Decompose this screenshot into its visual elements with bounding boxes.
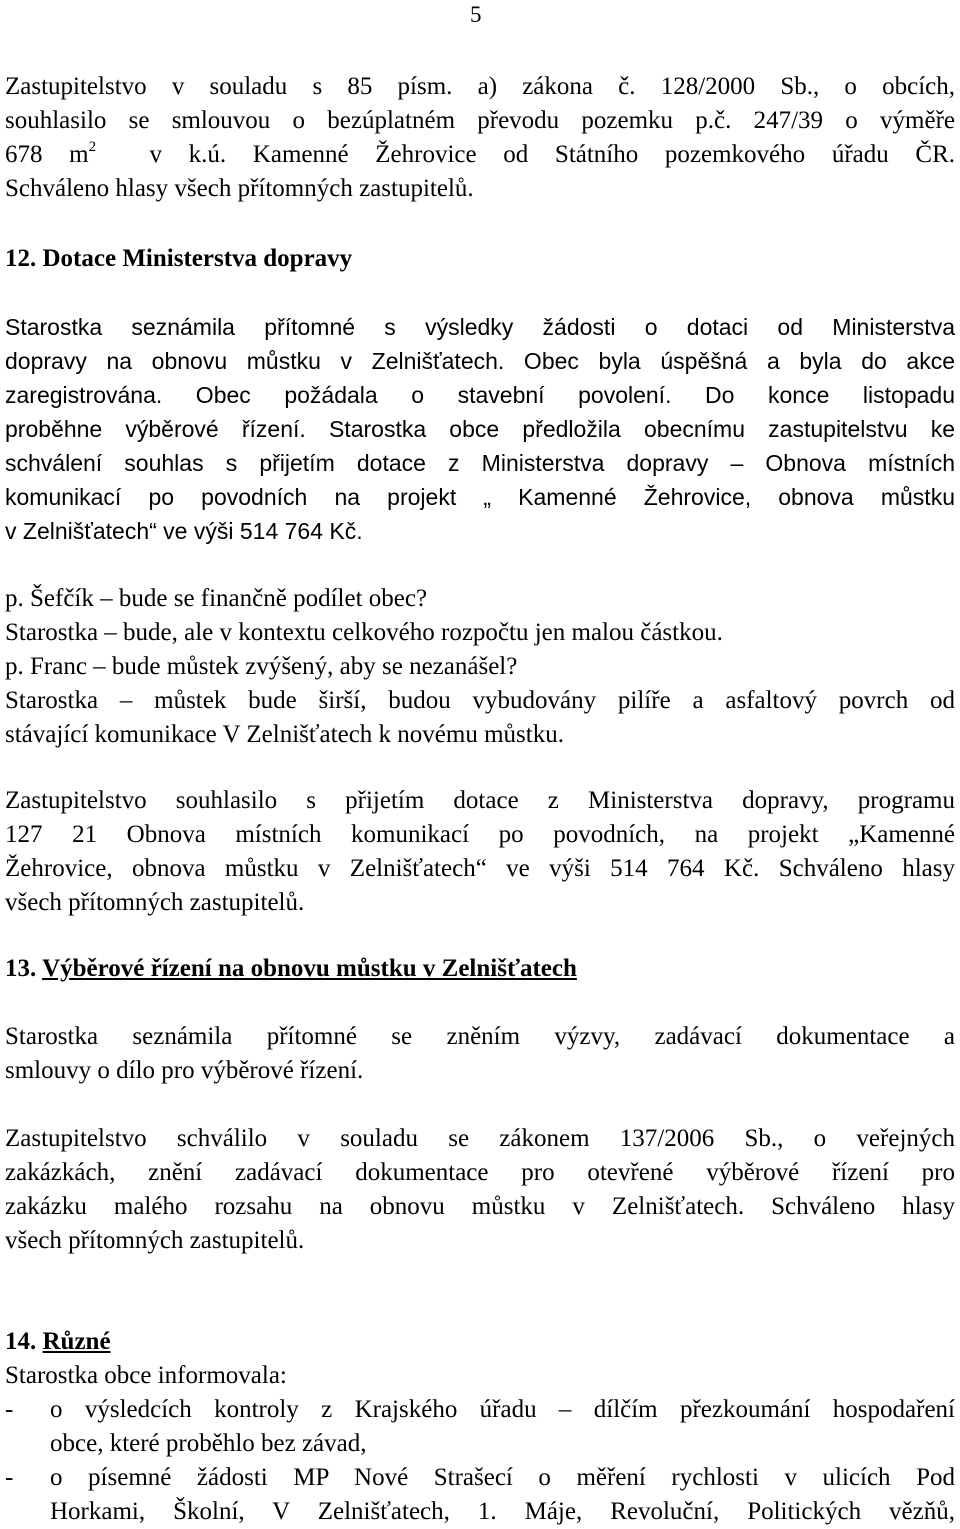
text-line: zaregistrována. Obec požádala o stavební povolení. Do konce listopadu	[5, 382, 955, 408]
section-heading-13	[5, 952, 577, 986]
section-title: Různé	[42, 1328, 111, 1355]
text-line: zakázku malého rozsahu na obnovu můstku v Zelnišťatech. Schváleno hlasy	[5, 1193, 955, 1220]
text-line: o výsledcích kontroly z Krajského úřadu – dílčím přezkoumání hospodaření	[50, 1396, 955, 1423]
text-line: všech přítomných zastupitelů.	[5, 1227, 305, 1254]
list-item-text	[50, 1393, 955, 1461]
list-item-text	[50, 1461, 955, 1529]
text-line: všech přítomných zastupitelů.	[5, 889, 305, 916]
text-line: smlouvy o dílo pro výběrové řízení.	[5, 1057, 364, 1084]
paragraph-subsidy	[5, 310, 955, 548]
list-item	[5, 1393, 955, 1461]
text-line: proběhne výběrové řízení. Starostka obce předložila obecnímu zastupitelstvu ke	[5, 416, 955, 442]
area-value: 678 m	[5, 141, 89, 168]
text-line: o písemné žádosti MP Nové Strašecí o měření rychlosti v ulicích Pod	[50, 1464, 955, 1491]
text-line: dopravy na obnovu můstku v Zelnišťatech. Obec byla úspěšná a byla do akce	[5, 348, 955, 374]
section-number: 14.	[5, 1328, 37, 1355]
text-line: zakázkách, znění zadávací dokumentace pro otevřené výběrové řízení pro	[5, 1159, 955, 1186]
text-line: Starostka obce informovala:	[5, 1362, 287, 1389]
text-line-area	[5, 138, 955, 172]
text-line: Starostka seznámila přítomné s výsledky žádosti o dotaci od Ministerstva	[5, 314, 955, 340]
text-line: souhlasilo se smlouvou o bezúplatném převodu pozemku p.č. 247/39 o výměře	[5, 107, 955, 134]
section-title: Výběrové řízení na obnovu můstku v Zelnišťatech	[42, 955, 577, 982]
text-line: Starostka – bude, ale v kontextu celkového rozpočtu jen malou částkou.	[5, 619, 723, 646]
text-line: Zastupitelstvo v souladu s 85 písm. a) zákona č. 128/2000 Sb., o obcích,	[5, 73, 955, 100]
text-line: komunikací po povodních na projekt „ Kamenné Žehrovice, obnova můstku	[5, 484, 955, 510]
text-line: schválení souhlas s přijetím dotace z Ministerstva dopravy – Obnova místních	[5, 450, 955, 476]
text-line: p. Šefčík – bude se finančně podílet obec?	[5, 585, 428, 612]
text-line: Starostka seznámila přítomné se zněním výzvy, zadávací dokumentace a	[5, 1023, 955, 1050]
text-line: Zastupitelstvo souhlasilo s přijetím dotace z Ministerstva dopravy, programu	[5, 787, 955, 814]
list-dash: -	[5, 1396, 14, 1423]
paragraph-land-transfer	[5, 70, 955, 206]
paragraph-info-intro	[5, 1359, 955, 1393]
text-line: Horkami, Školní, V Zelnišťatech, 1. Máje, Revoluční, Politických vězňů,	[50, 1498, 955, 1525]
section-title: Dotace Ministerstva dopravy	[42, 245, 353, 272]
page-number: 5	[470, 2, 482, 27]
text-line: Zastupitelstvo schválilo v souladu se zákonem 137/2006 Sb., o veřejných	[5, 1125, 955, 1152]
paragraph-tender-docs	[5, 1020, 955, 1088]
text-line: 127 21 Obnova místních komunikací po povodních, na projekt „Kamenné	[5, 821, 955, 848]
paragraph-resolution-tender	[5, 1122, 955, 1258]
text-line: Starostka – můstek bude širší, budou vybudovány pilíře a asfaltový povrch od	[5, 687, 955, 714]
area-continuation: v k.ú. Kamenné Žehrovice od Státního pozemkového úřadu ČR.	[149, 141, 956, 168]
section-heading-12	[5, 242, 352, 276]
text-line: obce, které proběhlo bez závad,	[50, 1430, 367, 1457]
text-line: Žehrovice, obnova můstku v Zelnišťatech“ ve výši 514 764 Kč. Schváleno hlasy	[5, 855, 955, 882]
superscript: 2	[88, 138, 97, 155]
paragraph-discussion	[5, 582, 955, 752]
text-line: Schváleno hlasy všech přítomných zastupitelů.	[5, 175, 474, 202]
list-item	[5, 1461, 955, 1529]
section-number: 13.	[5, 955, 37, 982]
section-heading-14	[5, 1325, 111, 1359]
text-line: stávající komunikace V Zelnišťatech k novému můstku.	[5, 721, 564, 748]
list-dash: -	[5, 1464, 14, 1491]
section-number: 12.	[5, 245, 37, 272]
paragraph-resolution-subsidy	[5, 784, 955, 920]
text-line: p. Franc – bude můstek zvýšený, aby se nezanášel?	[5, 653, 518, 680]
text-line: v Zelnišťatech“ ve výši 514 764 Kč.	[5, 518, 363, 544]
